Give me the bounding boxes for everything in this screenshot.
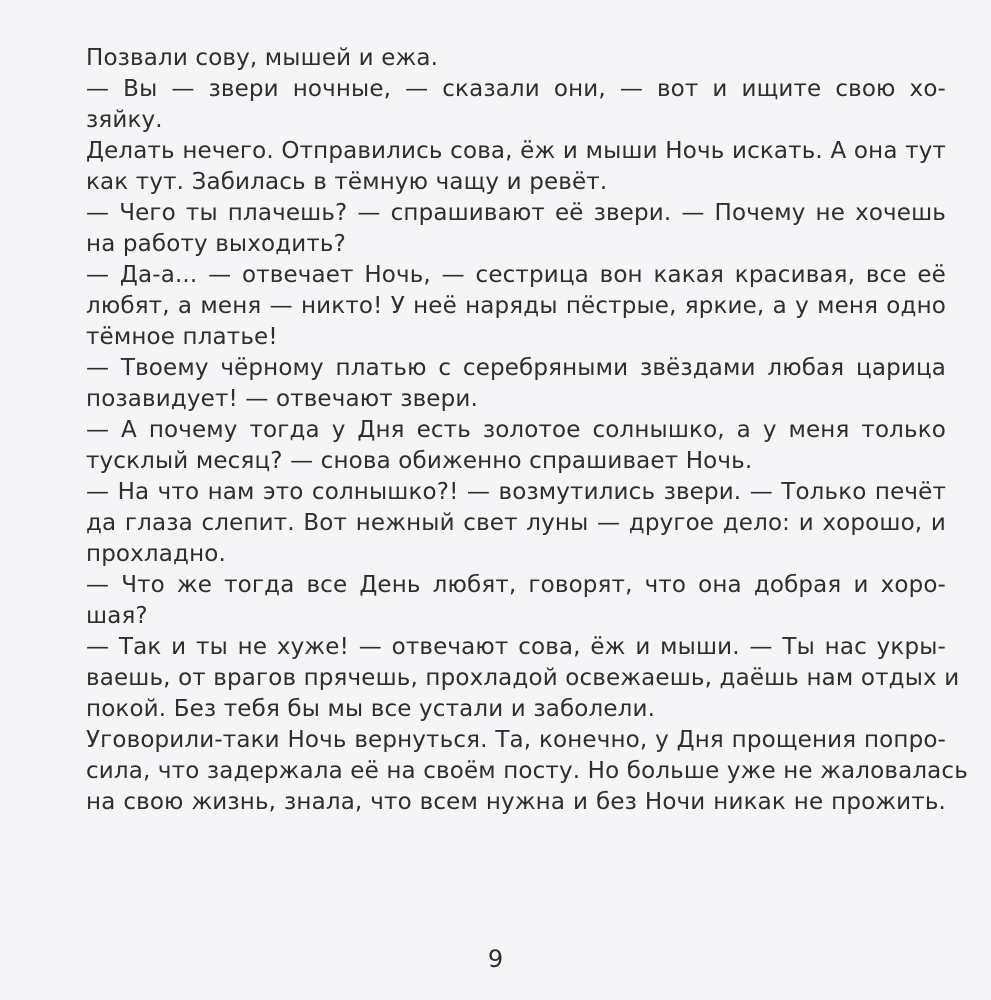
- text-line: тёмное платье!: [86, 324, 278, 350]
- story-text: [86, 43, 968, 818]
- text-line: как тут. Забилась в тёмную чащу и ревёт.: [86, 169, 608, 195]
- text-line: да глаза слепит. Вот нежный свет луны — другое дело: и хорошо, и: [86, 510, 946, 536]
- text-line: на свою жизнь, знала, что всем нужна и без Ночи никак не прожить.: [86, 789, 946, 815]
- text-line: на работу выходить?: [86, 231, 346, 257]
- text-line: прохладно.: [86, 541, 226, 567]
- text-line: — А почему тогда у Дня есть золотое солнышко, а у меня только: [86, 417, 946, 443]
- text-line: зяйку.: [86, 107, 163, 133]
- text-line: позавидует! — отвечают звери.: [86, 386, 478, 412]
- text-line: — Так и ты не хуже! — отвечают сова, ёж и мыши. — Ты нас укры-: [86, 634, 946, 660]
- text-line: — Твоему чёрному платью с серебряными звёздами любая царица: [86, 355, 946, 381]
- text-line: — Чего ты плачешь? — спрашивают её звери. — Почему не хочешь: [86, 200, 946, 226]
- text-line: любят, а меня — никто! У неё наряды пёстрые, яркие, а у меня одно: [86, 293, 946, 319]
- text-line: — На что нам это солнышко?! — возмутились звери. — Только печёт: [86, 479, 946, 505]
- text-line: сила, что задержала её на своём посту. Но больше уже не жаловалась: [86, 758, 968, 784]
- text-line: покой. Без тебя бы мы все устали и заболели.: [86, 696, 656, 722]
- text-line: шая?: [86, 603, 148, 629]
- text-line: — Что же тогда все День любят, говорят, что она добрая и хоро-: [86, 572, 946, 598]
- text-line: Делать нечего. Отправились сова, ёж и мыши Ночь искать. А она тут: [86, 138, 946, 164]
- text-line: тусклый месяц? — снова обиженно спрашивает Ночь.: [86, 448, 753, 474]
- text-line: Уговорили-таки Ночь вернуться. Та, конечно, у Дня прощения попро-: [86, 727, 946, 753]
- text-line: ваешь, от врагов прячешь, прохладой освежаешь, даёшь нам отдых и: [86, 665, 960, 691]
- page-number: 9: [487, 945, 504, 973]
- text-line: — Вы — звери ночные, — сказали они, — вот и ищите свою хо-: [86, 76, 946, 102]
- text-line: Позвали сову, мышей и ежа.: [86, 45, 439, 71]
- text-line: — Да-а... — отвечает Ночь, — сестрица вон какая красивая, все её: [86, 262, 946, 288]
